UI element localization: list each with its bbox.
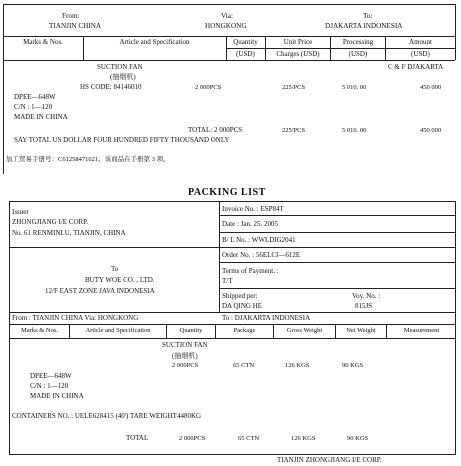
packing-signature: TIANJIN ZHONGJIANG I/E CORP. [277,456,382,464]
invoice-line-4 [3,60,455,61]
invoice-product-cn: (抽烟机) [110,73,136,81]
packing-issuer-line-2: No. 61 RENMINLU, TIANJIN, CHINA [12,229,126,237]
invoice-to-value: DJAKARTA INDONESIA [325,22,403,30]
invoice-total-processing: 5 010. 00 [342,127,367,134]
invoice-sub-processing: (USD) [348,50,368,58]
invoice-product: SUCTION FAN [97,63,143,71]
packing-to-route: To : DJAKARTA INDONESIA [222,314,311,322]
packing-total-net: 90 KGS [347,435,369,442]
packing-containers: CONTAINERS NO. : UELE628415 (40') TARE WEIGHT4480KG [12,412,202,420]
packing-product-cn: (抽烟机) [172,352,198,360]
invoice-sub-qty: (USD) [236,50,255,58]
invoice-sub-amount: (USD) [411,50,430,58]
packing-net: 90 KGS [342,362,364,369]
packing-terms-value: T/T [222,277,233,285]
invoice-mark-3: MADE IN CHINA [14,113,68,121]
invoice-left-border [3,4,4,174]
packing-issuer-line-1: ZHONGJIANG I/E CORP. [12,218,89,226]
invoice-sub-charges: Charges (USD) [276,50,320,58]
packing-mark-3: MADE IN CHINA [30,392,84,400]
packing-product: SUCTION FAN [162,341,208,349]
packing-title: PACKING LIST [188,187,266,198]
packing-voy-value: 815JS [355,302,373,310]
packing-package: 65 CTN [233,362,255,369]
invoice-say-total: SAY TOTAL US DOLLAR FOUR HUNDRED FIFTY THOUSAND ONLY [14,136,230,144]
invoice-col-marks: Marks & Nos. [23,38,63,46]
packing-col-package: Package [233,327,256,334]
packing-total-gross: 126 KGS [291,435,316,442]
packing-quantity: 2 000PCS [172,362,199,369]
packing-line-terms [219,262,456,263]
packing-col-marks: Marks & Nos. [20,327,58,334]
packing-gross: 126 KGS [285,362,310,369]
packing-line-cols [9,324,456,325]
packing-mark-1: DPEE—648W [30,372,72,380]
packing-col-quantity: Quantity [179,327,203,334]
packing-total-qty: 2 000PCS [179,435,206,442]
packing-line-bl [219,232,456,233]
packing-order-no: Order No. : 56ELCI—612E [222,251,301,259]
packing-invoice-no: Invoice No. : ESP84T [222,205,284,213]
invoice-via-label: Via: [221,12,233,20]
invoice-col-amount: Amount [409,38,432,46]
packing-voy-label: Voy. No. : [352,292,381,300]
packing-line-date [219,215,456,216]
packing-bl-no: B/ L No. : WWLDIG2041 [222,236,296,244]
invoice-amount: 450 000 [420,84,442,91]
invoice-quantity: 2 000PCS [195,84,222,91]
packing-col-article: Article and Specification [85,327,151,334]
packing-total-label: TOTAL [126,434,149,442]
invoice-terms: C & F DJAKARTA [388,63,444,71]
invoice-line-2 [3,36,455,37]
invoice-col-quantity: Quantity [233,38,258,46]
packing-col-measurement: Measurement [403,327,440,334]
invoice-total-unit: 225/PCS [282,127,306,134]
invoice-from-value: TIANJIN CHINA [49,22,102,30]
packing-terms-label: Terms of Payment. : [222,267,279,275]
invoice-via-value: HONGKONG [205,22,247,30]
invoice-col-article: Article and Specification [119,38,190,46]
invoice-total-amount: 450 000 [420,127,442,134]
invoice-processing: 5 010. 00 [342,84,367,91]
invoice-unit-price: 225/PCS [282,84,306,91]
packing-col-gross: Gross Weight [286,327,323,334]
invoice-col-processing: Processing [342,38,374,46]
packing-issuer-label: Issuer [12,208,29,216]
packing-line-order [9,247,456,248]
invoice-line-3 [226,48,455,49]
packing-line-route [9,312,456,313]
packing-date: Date : Jan. 25. 2005 [222,220,278,228]
packing-shipped-value: DA QING HE [222,302,263,310]
invoice-note-cn: 加工贸易手册号：C61258471021。该商品在手册第 3 项。 [6,156,170,163]
packing-line-body [9,338,456,339]
packing-shipped-label: Shipped per: [222,292,258,300]
invoice-mark-1: DPEE—648W [14,93,56,101]
invoice-right-border [455,4,456,60]
invoice-from-label: From: [62,12,80,20]
invoice-to-label: To: [363,12,373,20]
packing-to-line-1: BUTY WOE CO. , LTD. [85,276,155,284]
packing-mid-sep [219,201,220,312]
invoice-col-sep-1 [83,36,84,60]
packing-col-net: Net Weight [346,327,376,334]
packing-line-shipped [219,288,456,289]
invoice-total-label: TOTAL: 2 000PCS [188,126,243,134]
invoice-top-line [3,4,455,5]
packing-to-label: To [111,265,119,273]
packing-total-pkg: 65 CTN [238,435,260,442]
invoice-hs-code: HS CODE: 84146010 [80,83,142,91]
packing-from-via: From : TIANJIN CHINA Via: HONGKONG [12,314,139,322]
packing-mark-2: C/N : 1—120 [30,382,69,390]
packing-to-line-2: 12/F EAST ZONE JAVA INDONESIA [45,287,155,295]
invoice-mark-2: C/N : 1—120 [14,103,53,111]
invoice-col-unit-price: Unit Price [283,38,313,46]
